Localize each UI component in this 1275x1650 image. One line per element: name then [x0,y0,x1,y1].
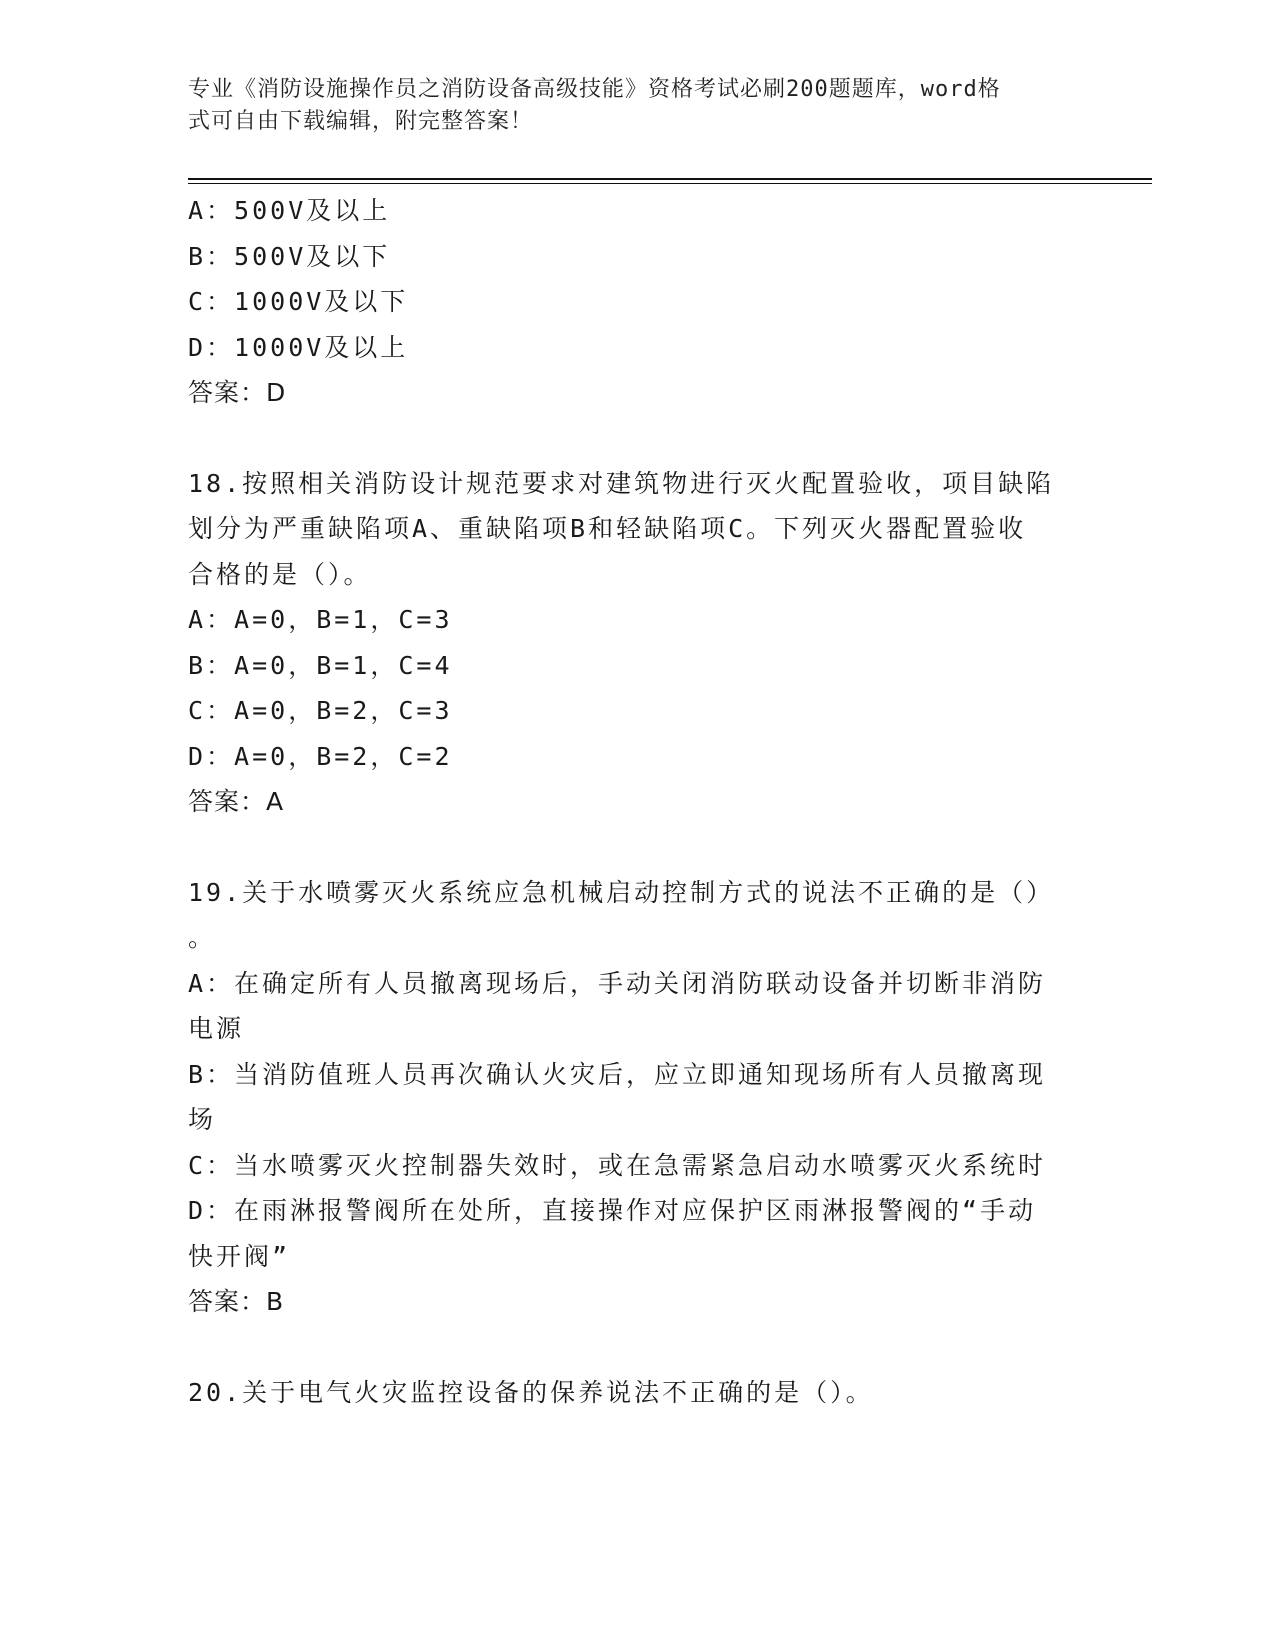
header-divider-thick [188,178,1152,180]
question-18-answer: 答案：A [188,787,285,816]
option-c: C：当水喷雾灭火控制器失效时，或在急需紧急启动水喷雾灭火系统时 [188,1150,1047,1180]
document-header [188,74,1068,138]
stem-line: 20.关于电气火灾监控设备的保养说法不正确的是（）。 [188,1377,874,1407]
option-b-continued: 场 [188,1105,217,1134]
stem-line: 19.关于水喷雾灭火系统应急机械启动控制方式的说法不正确的是（） [188,877,1055,907]
question-19-options [188,961,1078,1280]
question-19-stem [188,870,1078,961]
stem-line: 。 [188,923,217,952]
option-c: C：1000V及以下 [188,287,409,316]
option-d: D：1000V及以上 [188,332,409,362]
option-b: B：500V及以下 [188,241,391,271]
question-17-answer: 答案：D [188,378,287,407]
question-18-stem [188,461,1078,598]
question-19-answer: 答案：B [188,1287,285,1316]
header-line-2: 式可自由下载编辑，附完整答案！ [188,109,534,134]
spacer [188,416,1078,461]
option-a: A：A=0，B=1，C=3 [188,605,453,634]
option-d: D：在雨淋报警阀所在处所，直接操作对应保护区雨淋报警阀的“手动 [188,1196,1037,1225]
option-c: C：A=0，B=2，C=3 [188,696,453,725]
option-a: A：500V及以上 [188,196,391,225]
option-d-continued: 快开阀” [188,1241,291,1271]
stem-line: 合格的是（）。 [188,559,372,589]
spacer [188,825,1078,870]
question-18-options [188,597,1078,779]
header-divider-thin [188,183,1152,184]
spacer [188,1325,1078,1370]
option-b: B：当消防值班人员再次确认火灾后，应立即通知现场所有人员撤离现 [188,1059,1047,1089]
option-a: A：在确定所有人员撤离现场后，手动关闭消防联动设备并切断非消防 [188,968,1047,998]
stem-line: 18.按照相关消防设计规范要求对建筑物进行灭火配置验收，项目缺陷 [188,468,1055,498]
question-20-stem [188,1370,1078,1416]
question-17-options [188,188,1078,370]
stem-line: 划分为严重缺陷项A、重缺陷项B和轻缺陷项C。下列灭火器配置验收 [188,514,1027,543]
option-d: D：A=0，B=2，C=2 [188,741,453,771]
option-b: B：A=0，B=1，C=4 [188,650,453,680]
option-a-continued: 电源 [188,1014,245,1043]
question-content [188,188,1078,1415]
header-line-1: 专业《消防设施操作员之消防设备高级技能》资格考试必刷200题题库，word格 [188,77,1001,102]
